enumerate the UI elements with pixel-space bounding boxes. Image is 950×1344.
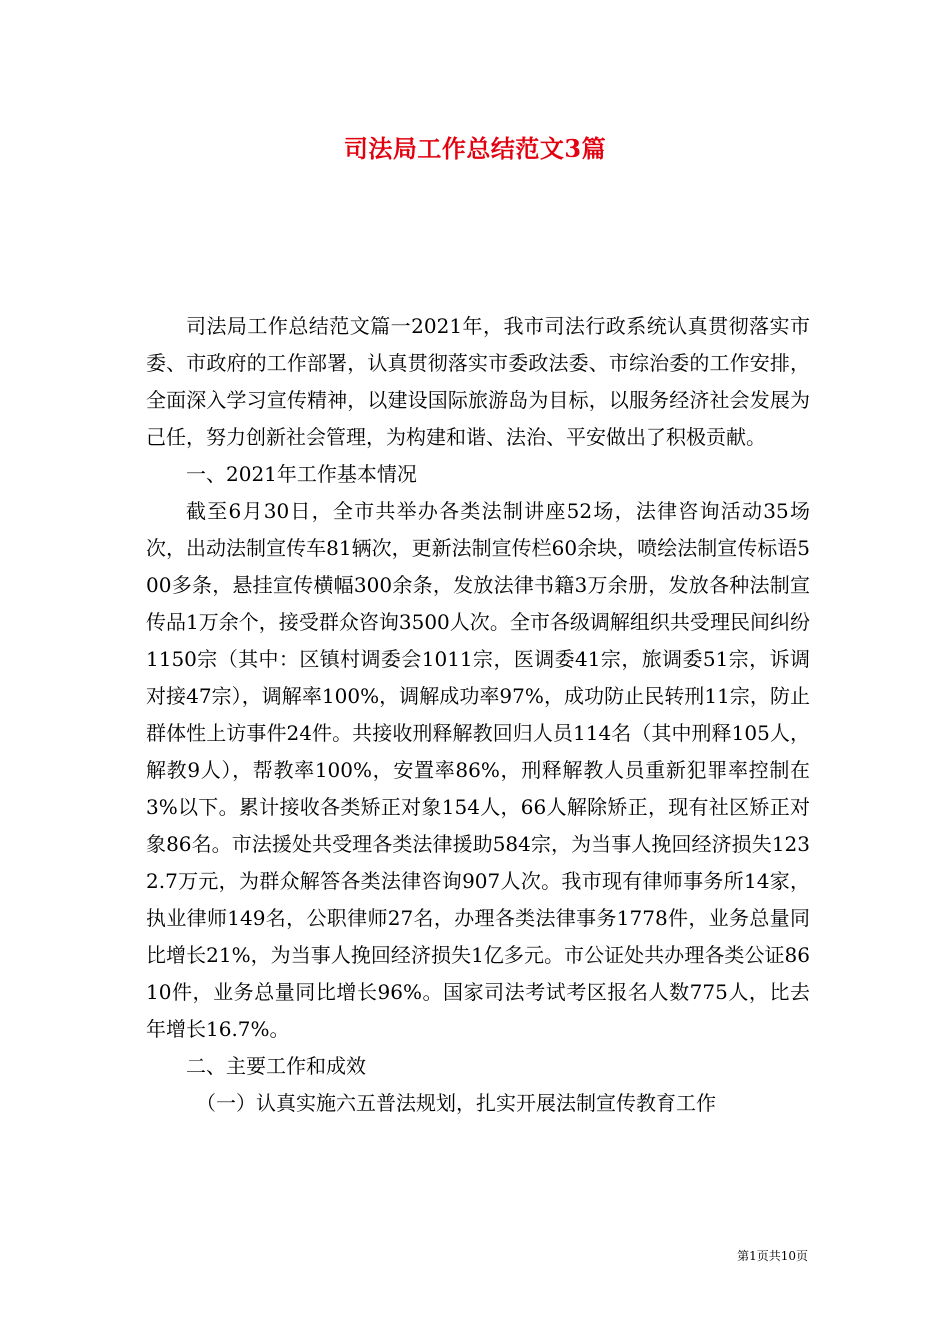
page-number-footer: 第1页共10页 <box>737 1249 808 1263</box>
statistics-paragraph: 截至6月30日，全市共举办各类法制讲座52场，法律咨询活动35场次，出动法制宣传车81辆次，更新法制宣传栏60余块，喷绘法制宣传标语500多条，悬挂宣传横幅300余条，发放法律书籍3万余册，发放各种法制宣传品1万余个，接受群众咨询3500人次。全市各级调解组织共受理民间纠纷1150宗（其中：区镇村调委会1011宗，医调委41宗，旅调委51宗，诉调对接47宗），调解率100%，调解成功率97%，成功防止民转刑11宗，防止群体性上访事件24件。共接收刑释解教回归人员114名（其中刑释105人，解教9人），帮教率100%，安置率86%，刑释解教人员重新犯罪率控制在3%以下。累计接收各类矫正对象154人，66人解除矫正，现有社区矫正对象86名。市法援处共受理各类法律援助584宗，为当事人挽回经济损失1232.7万元，为群众解答各类法律咨询907人次。我市现有律师事务所14家，执业律师149名，公职律师27名，办理各类法律事务1778件，业务总量同比增长21%，为当事人挽回经济损失1亿多元。市公证处共办理各类公证8610件，业务总量同比增长96%。国家司法考试考区报名人数775人，比去年增长16.7%。 <box>146 499 810 1041</box>
document-title: 司法局工作总结范文3篇 <box>343 134 607 163</box>
document-body <box>146 308 810 1122</box>
section-heading-2: 二、主要工作和成效 <box>186 1054 366 1078</box>
subsection-heading-1: （一）认真实施六五普法规划，扎实开展法制宣传教育工作 <box>196 1091 716 1115</box>
section-heading-1: 一、2021年工作基本情况 <box>186 462 417 486</box>
intro-paragraph: 司法局工作总结范文篇一2021年，我市司法行政系统认真贯彻落实市委、市政府的工作部署，认真贯彻落实市委政法委、市综治委的工作安排，全面深入学习宣传精神，以建设国际旅游岛为目标，以服务经济社会发展为己任，努力创新社会管理，为构建和谐、法治、平安做出了积极贡献。 <box>146 314 810 449</box>
